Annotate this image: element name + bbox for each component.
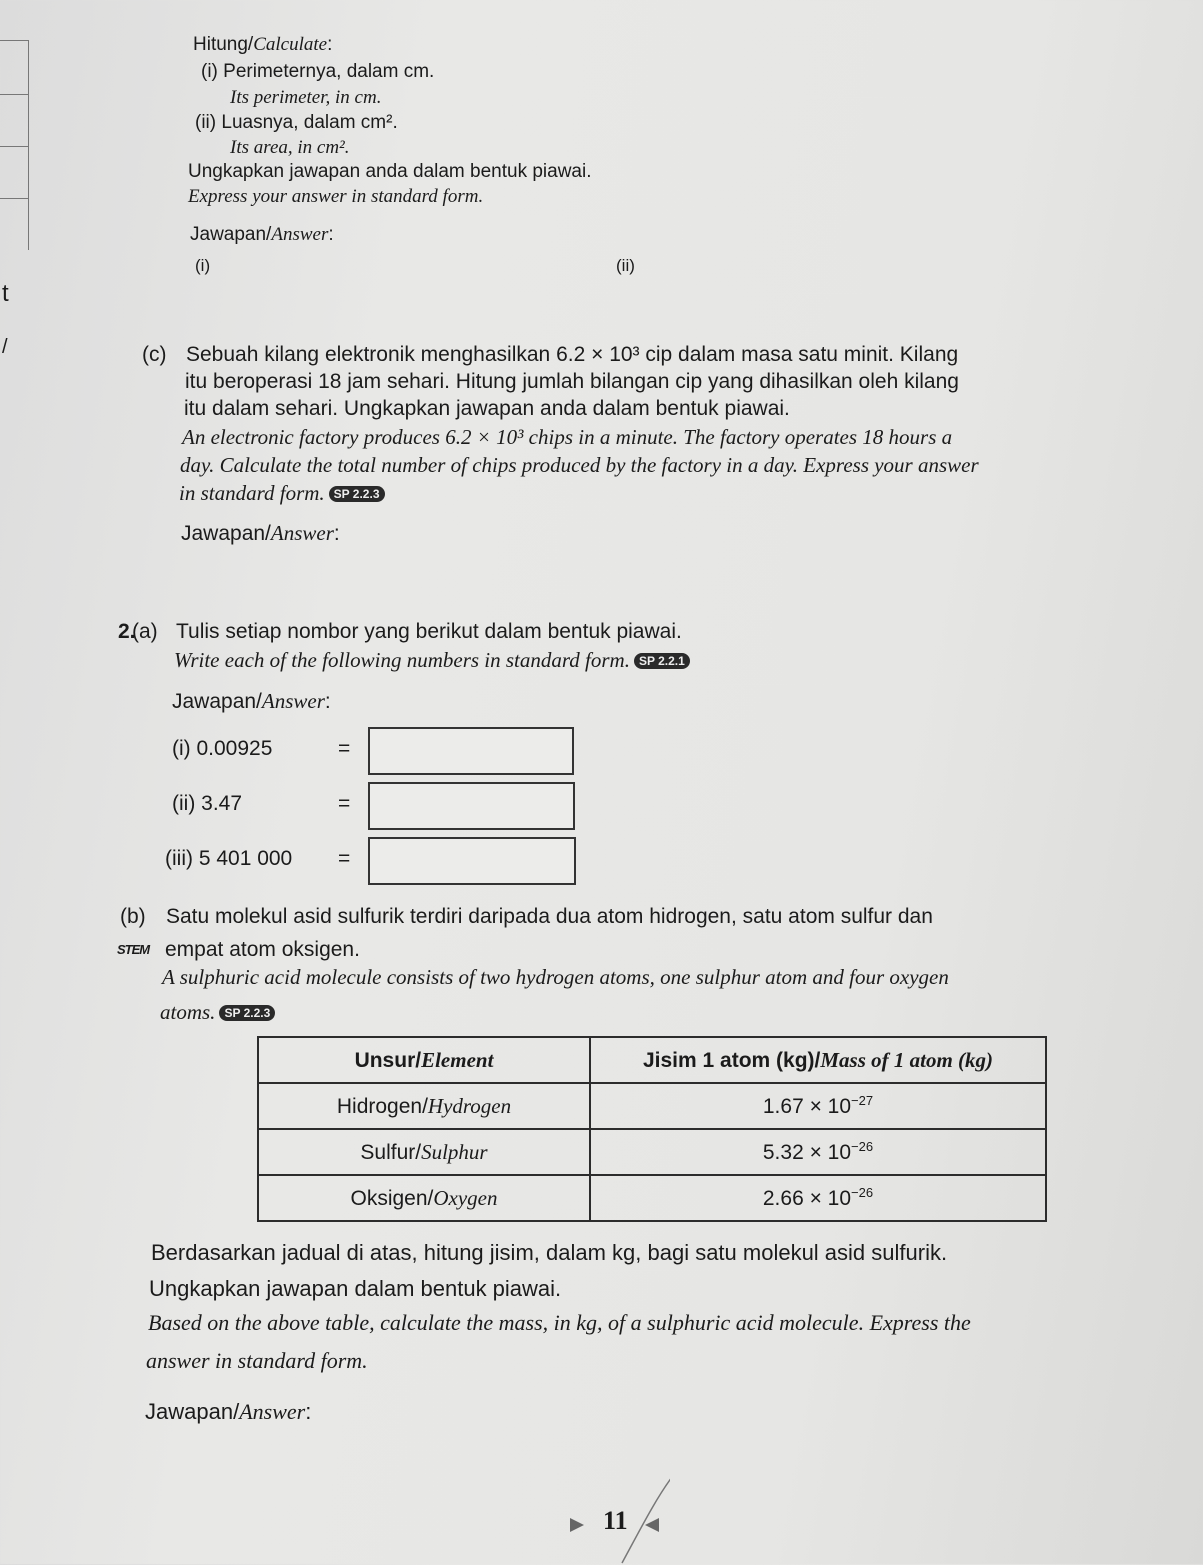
part-ii-english: Its area, in cm². <box>230 137 350 158</box>
q2b-instruction-english-line1: Based on the above table, calculate the mass, in kg, of a sulphuric acid molecule. Express the <box>148 1310 971 1335</box>
q2a-english: Write each of the following numbers in standard form. SP 2.2.1 <box>174 648 690 673</box>
table-row <box>258 1083 1046 1129</box>
part-i-english: Its perimeter, in cm. <box>230 87 382 108</box>
margin-mark: / <box>2 336 8 358</box>
part-i-malay: (i) Perimeternya, dalam cm. <box>201 61 435 82</box>
margin-rule <box>0 94 28 95</box>
q2b-english-line1: A sulphuric acid molecule consists of two hydrogen atoms, one sulphur atom and four oxygen <box>162 965 949 989</box>
element-cell: Sulfur/Sulphur <box>258 1129 590 1175</box>
margin-rule <box>0 40 28 41</box>
calculate-heading: Hitung/Calculate: <box>193 34 333 55</box>
table-row <box>258 1175 1046 1221</box>
margin-rule <box>0 198 28 199</box>
q1c-english-line3: in standard form. SP 2.2.3 <box>179 481 385 506</box>
table-row <box>258 1129 1046 1175</box>
q1c-malay-line1: Sebuah kilang elektronik menghasilkan 6.2 × 10³ cip dalam masa satu minit. Kilang <box>186 343 959 366</box>
page-arrow-right-icon <box>570 1518 584 1532</box>
mass-cell: $2.66 \times 10^{-26}$ <box>590 1175 1046 1221</box>
part-ii-malay: (ii) Luasnya, dalam cm². <box>195 112 398 133</box>
answer-part-ii: (ii) <box>616 256 635 275</box>
answer-box-i[interactable] <box>368 727 574 775</box>
q1c-label: (c) <box>142 343 167 366</box>
q1c-english-line2: day. Calculate the total number of chips produced by the factory in a day. Express your answer <box>180 453 979 477</box>
table-header-row <box>258 1037 1046 1083</box>
q2b-label: (b) <box>120 905 146 928</box>
margin-rule-vertical <box>28 40 29 250</box>
q2a-label: (a) <box>132 620 158 643</box>
equals-sign: = <box>338 737 351 760</box>
mass-cell: $1.67 \times 10^{-27}$ <box>590 1083 1046 1129</box>
answer-box-ii[interactable] <box>368 782 575 830</box>
sp-badge: SP 2.2.1 <box>634 653 690 669</box>
element-cell: Oksigen/Oxygen <box>258 1175 590 1221</box>
q1c-english-line1: An electronic factory produces 6.2 × 10³ chips in a minute. The factory operates 18 hours a <box>182 425 953 449</box>
q1c-malay-line2: itu beroperasi 18 jam sehari. Hitung jumlah bilangan cip yang dihasilkan oleh kilang <box>185 370 959 393</box>
page-number: 11 <box>603 1506 628 1535</box>
equals-sign: = <box>338 847 351 870</box>
stem-logo: STEM <box>117 942 150 957</box>
header-element: Unsur/Element <box>258 1037 590 1083</box>
q2b-answer-label: Jawapan/Answer: <box>145 1399 312 1424</box>
margin-letter: t <box>2 280 9 307</box>
q2a-malay: Tulis setiap nombor yang berikut dalam bentuk piawai. <box>176 620 682 643</box>
q1c-malay-line3: itu dalam sehari. Ungkapkan jawapan anda dalam bentuk piawai. <box>184 397 790 420</box>
mass-cell: $5.32 \times 10^{-26}$ <box>590 1129 1046 1175</box>
q2a-item-i: (i) 0.00925 <box>172 737 273 760</box>
q2-number: 2. <box>118 620 136 643</box>
element-mass-table <box>257 1036 1047 1222</box>
answer-part-i: (i) <box>195 256 211 275</box>
q2b-malay-line2: empat atom oksigen. <box>165 938 360 961</box>
q2b-english-line2: atoms. SP 2.2.3 <box>160 1000 275 1025</box>
margin-rule <box>0 146 28 147</box>
answer-label: Jawapan/Answer: <box>190 224 334 245</box>
q2b-instruction-malay-line1: Berdasarkan jadual di atas, hitung jisim, dalam kg, bagi satu molekul asid sulfurik. <box>151 1240 948 1265</box>
q2a-item-ii: (ii) 3.47 <box>172 792 243 815</box>
header-mass: Jisim 1 atom (kg)/Mass of 1 atom (kg) <box>590 1037 1046 1083</box>
sp-badge: SP 2.2.3 <box>329 486 385 502</box>
element-cell: Hidrogen/Hydrogen <box>258 1083 590 1129</box>
q2b-instruction-malay-line2: Ungkapkan jawapan dalam bentuk piawai. <box>149 1276 562 1301</box>
q2a-answer-label: Jawapan/Answer: <box>172 689 331 713</box>
express-malay: Ungkapkan jawapan anda dalam bentuk piawai. <box>188 161 592 182</box>
pen-stroke-mark <box>610 1475 670 1565</box>
answer-box-iii[interactable] <box>368 837 576 885</box>
q2b-instruction-english-line2: answer in standard form. <box>146 1348 368 1373</box>
express-english: Express your answer in standard form. <box>188 186 484 207</box>
q2a-item-iii: (iii) 5 401 000 <box>165 847 293 870</box>
equals-sign: = <box>338 792 351 815</box>
sp-badge: SP 2.2.3 <box>219 1005 275 1021</box>
q1c-answer-label: Jawapan/Answer: <box>181 521 340 545</box>
q2b-malay-line1: Satu molekul asid sulfurik terdiri daripada dua atom hidrogen, satu atom sulfur dan <box>166 905 933 928</box>
